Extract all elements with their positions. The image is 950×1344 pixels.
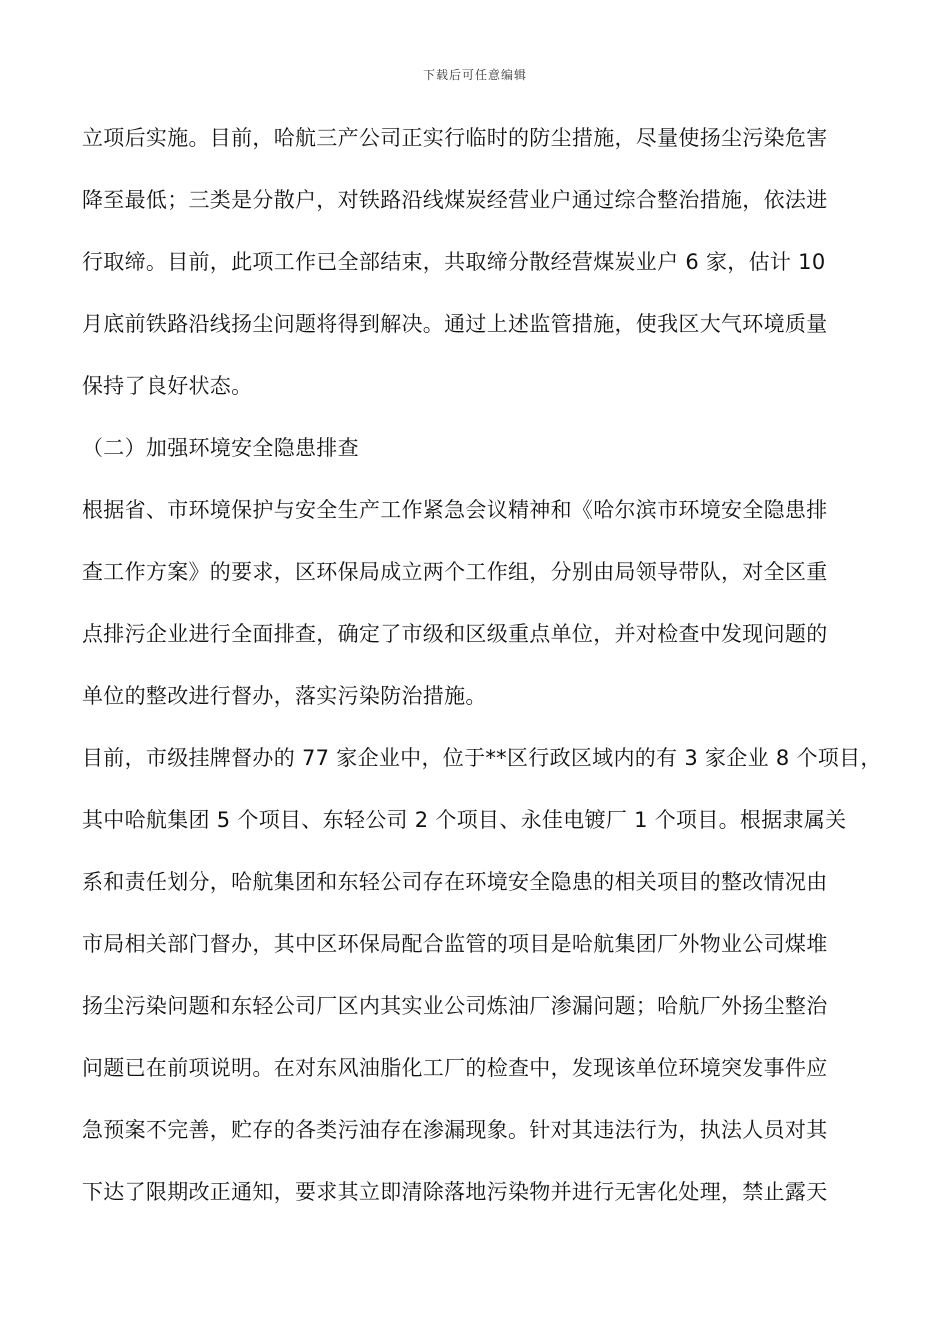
text-line: 查工作方案》的要求，区环保局成立两个工作组，分别由局领导带队，对全区重 <box>82 560 828 584</box>
text-line: 根据省、市环境保护与安全生产工作紧急会议精神和《哈尔滨市环境安全隐患排 <box>82 498 828 522</box>
text-line: 下达了限期改正通知，要求其立即清除落地污染物并进行无害化处理，禁止露天 <box>82 1180 828 1204</box>
text-line: 问题已在前项说明。在对东风油脂化工厂的检查中，发现该单位环境突发事件应 <box>82 1056 828 1080</box>
text-line: 单位的整改进行督办，落实污染防治措施。 <box>82 684 487 708</box>
text-line: 急预案不完善，贮存的各类污油存在渗漏现象。针对其违法行为，执法人员对其 <box>82 1118 828 1142</box>
document-body <box>82 118 882 1234</box>
text-line: 市局相关部门督办，其中区环保局配合监管的项目是哈航集团厂外物业公司煤堆 <box>82 932 828 956</box>
section-heading: （二）加强环境安全隐患排查 <box>82 436 359 460</box>
text-line: 扬尘污染问题和东轻公司厂区内其实业公司炼油厂渗漏问题；哈航厂外扬尘整治 <box>82 994 828 1018</box>
text-line: 其中哈航集团 5 个项目、东轻公司 2 个项目、永佳电镀厂 1 个项目。根据隶属关 <box>82 808 847 832</box>
page-header-watermark: 下载后可任意编辑 <box>422 68 527 82</box>
text-line: 目前，市级挂牌督办的 77 家企业中，位于**区行政区域内的有 3 家企业 8 个项目， <box>82 746 882 770</box>
text-line: 月底前铁路沿线扬尘问题将得到解决。通过上述监管措施，使我区大气环境质量 <box>82 312 828 336</box>
text-line: 点排污企业进行全面排查，确定了市级和区级重点单位，并对检查中发现问题的 <box>82 622 828 646</box>
text-line: 行取缔。目前，此项工作已全部结束，共取缔分散经营煤炭业户 6 家，估计 10 <box>82 250 826 274</box>
text-line: 降至最低；三类是分散户，对铁路沿线煤炭经营业户通过综合整治措施，依法进 <box>82 188 828 212</box>
text-line: 保持了良好状态。 <box>82 374 253 398</box>
text-line: 立项后实施。目前，哈航三产公司正实行临时的防尘措施，尽量使扬尘污染危害 <box>82 126 828 150</box>
text-line: 系和责任划分，哈航集团和东轻公司存在环境安全隐患的相关项目的整改情况由 <box>82 870 828 894</box>
